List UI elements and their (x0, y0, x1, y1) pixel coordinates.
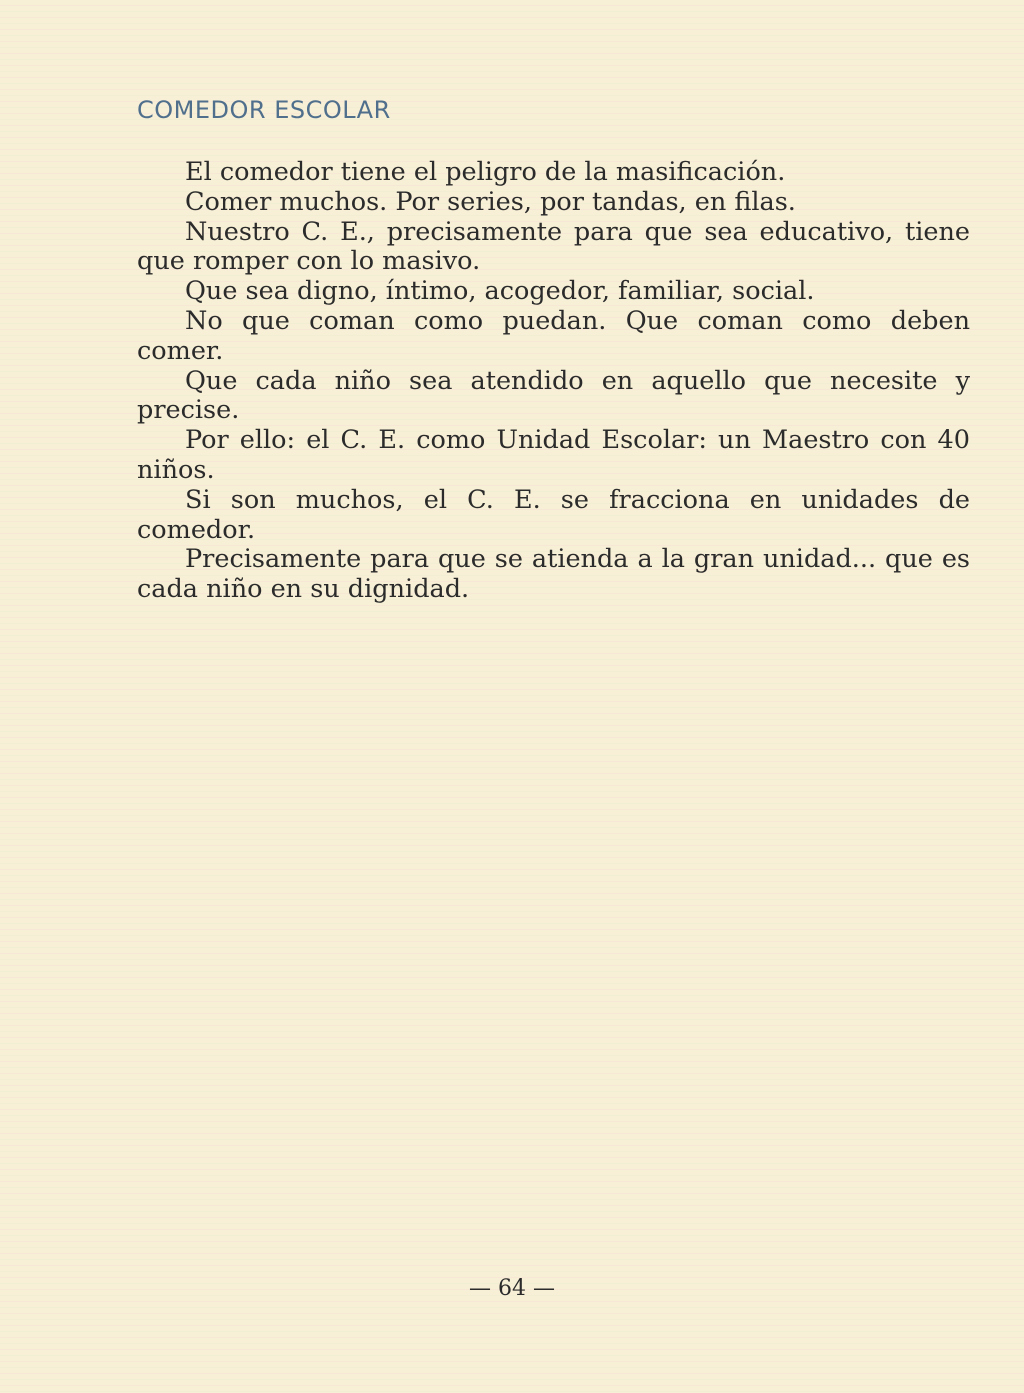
paragraph: Nuestro C. E., precisamente para que sea educativo, tiene que romper con lo masivo. (137, 216, 970, 277)
paragraph: Comer muchos. Por series, por tandas, en filas. (185, 186, 796, 217)
paragraph: El comedor tiene el peligro de la masificación. (185, 157, 786, 187)
paragraph: Que cada niño sea atendido en aquello que necesite y precise. (137, 365, 970, 426)
paragraph: No que coman como puedan. Que coman como deben comer. (137, 305, 970, 366)
paragraph: Por ello: el C. E. como Unidad Escolar: un Maestro con 40 niños. (137, 425, 970, 485)
paragraph: Si son muchos, el C. E. se fracciona en unidades de comedor. (137, 484, 970, 545)
paragraph: Que sea digno, íntimo, acogedor, familiar, social. (185, 276, 815, 307)
body-text (137, 158, 970, 605)
page-number: — 64 — (469, 1276, 555, 1301)
section-title: COMEDOR ESCOLAR (137, 96, 391, 124)
paragraph: Precisamente para que se atienda a la gran unidad... que es cada niño en su dignidad. (137, 544, 970, 605)
